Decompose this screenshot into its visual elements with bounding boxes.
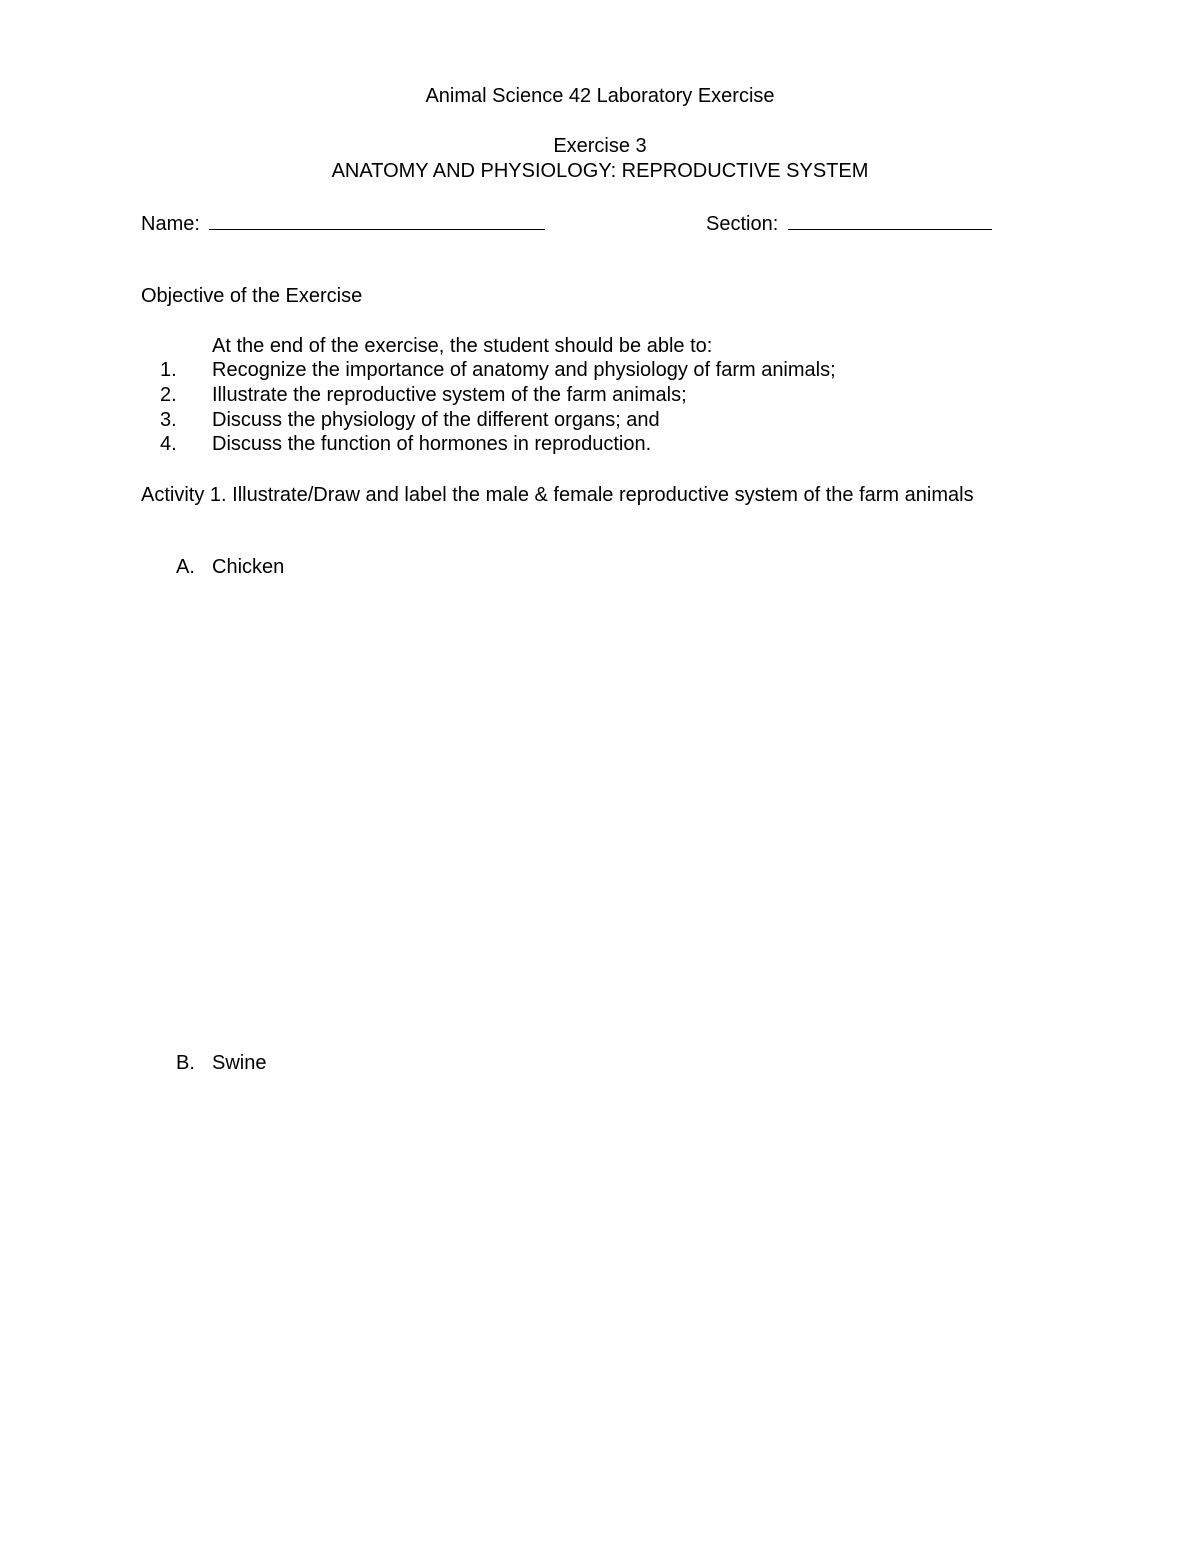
chicken-drawing-area[interactable] [141, 590, 1061, 1030]
list-item-text: Discuss the physiology of the different organs; and [212, 409, 660, 431]
activity-section-swine [0, 1051, 1200, 1077]
section-label: Section: [706, 213, 779, 235]
section-letter: A. [176, 556, 195, 578]
list-item-text: Discuss the function of hormones in reproduction. [212, 433, 652, 455]
course-title: Animal Science 42 Laboratory Exercise [425, 85, 775, 107]
section-letter: B. [176, 1052, 195, 1074]
activity-title: Activity 1. Illustrate/Draw and label the male & female reproductive system of the farm animals [141, 484, 974, 506]
list-item-text: Recognize the importance of anatomy and physiology of farm animals; [212, 359, 836, 381]
section-name: Swine [212, 1052, 267, 1074]
list-item-number: 3. [160, 409, 177, 431]
objective-intro: At the end of the exercise, the student should be able to: [212, 335, 713, 357]
name-blank[interactable] [209, 209, 545, 230]
section-name: Chicken [212, 556, 285, 578]
section-field[interactable] [706, 209, 992, 236]
section-blank[interactable] [788, 209, 992, 230]
name-field[interactable] [141, 209, 545, 236]
exercise-number: Exercise 3 [553, 135, 647, 157]
objective-list [0, 358, 1200, 458]
list-item-text: Illustrate the reproductive system of the farm animals; [212, 384, 687, 406]
name-label: Name: [141, 213, 200, 235]
objective-heading: Objective of the Exercise [141, 285, 363, 307]
list-item-number: 1. [160, 359, 177, 381]
list-item-number: 4. [160, 433, 177, 455]
swine-drawing-area[interactable] [141, 1090, 1061, 1510]
activity-section-chicken [0, 555, 1200, 581]
list-item-number: 2. [160, 384, 177, 406]
exercise-title: ANATOMY AND PHYSIOLOGY: REPRODUCTIVE SYSTEM [331, 160, 869, 182]
